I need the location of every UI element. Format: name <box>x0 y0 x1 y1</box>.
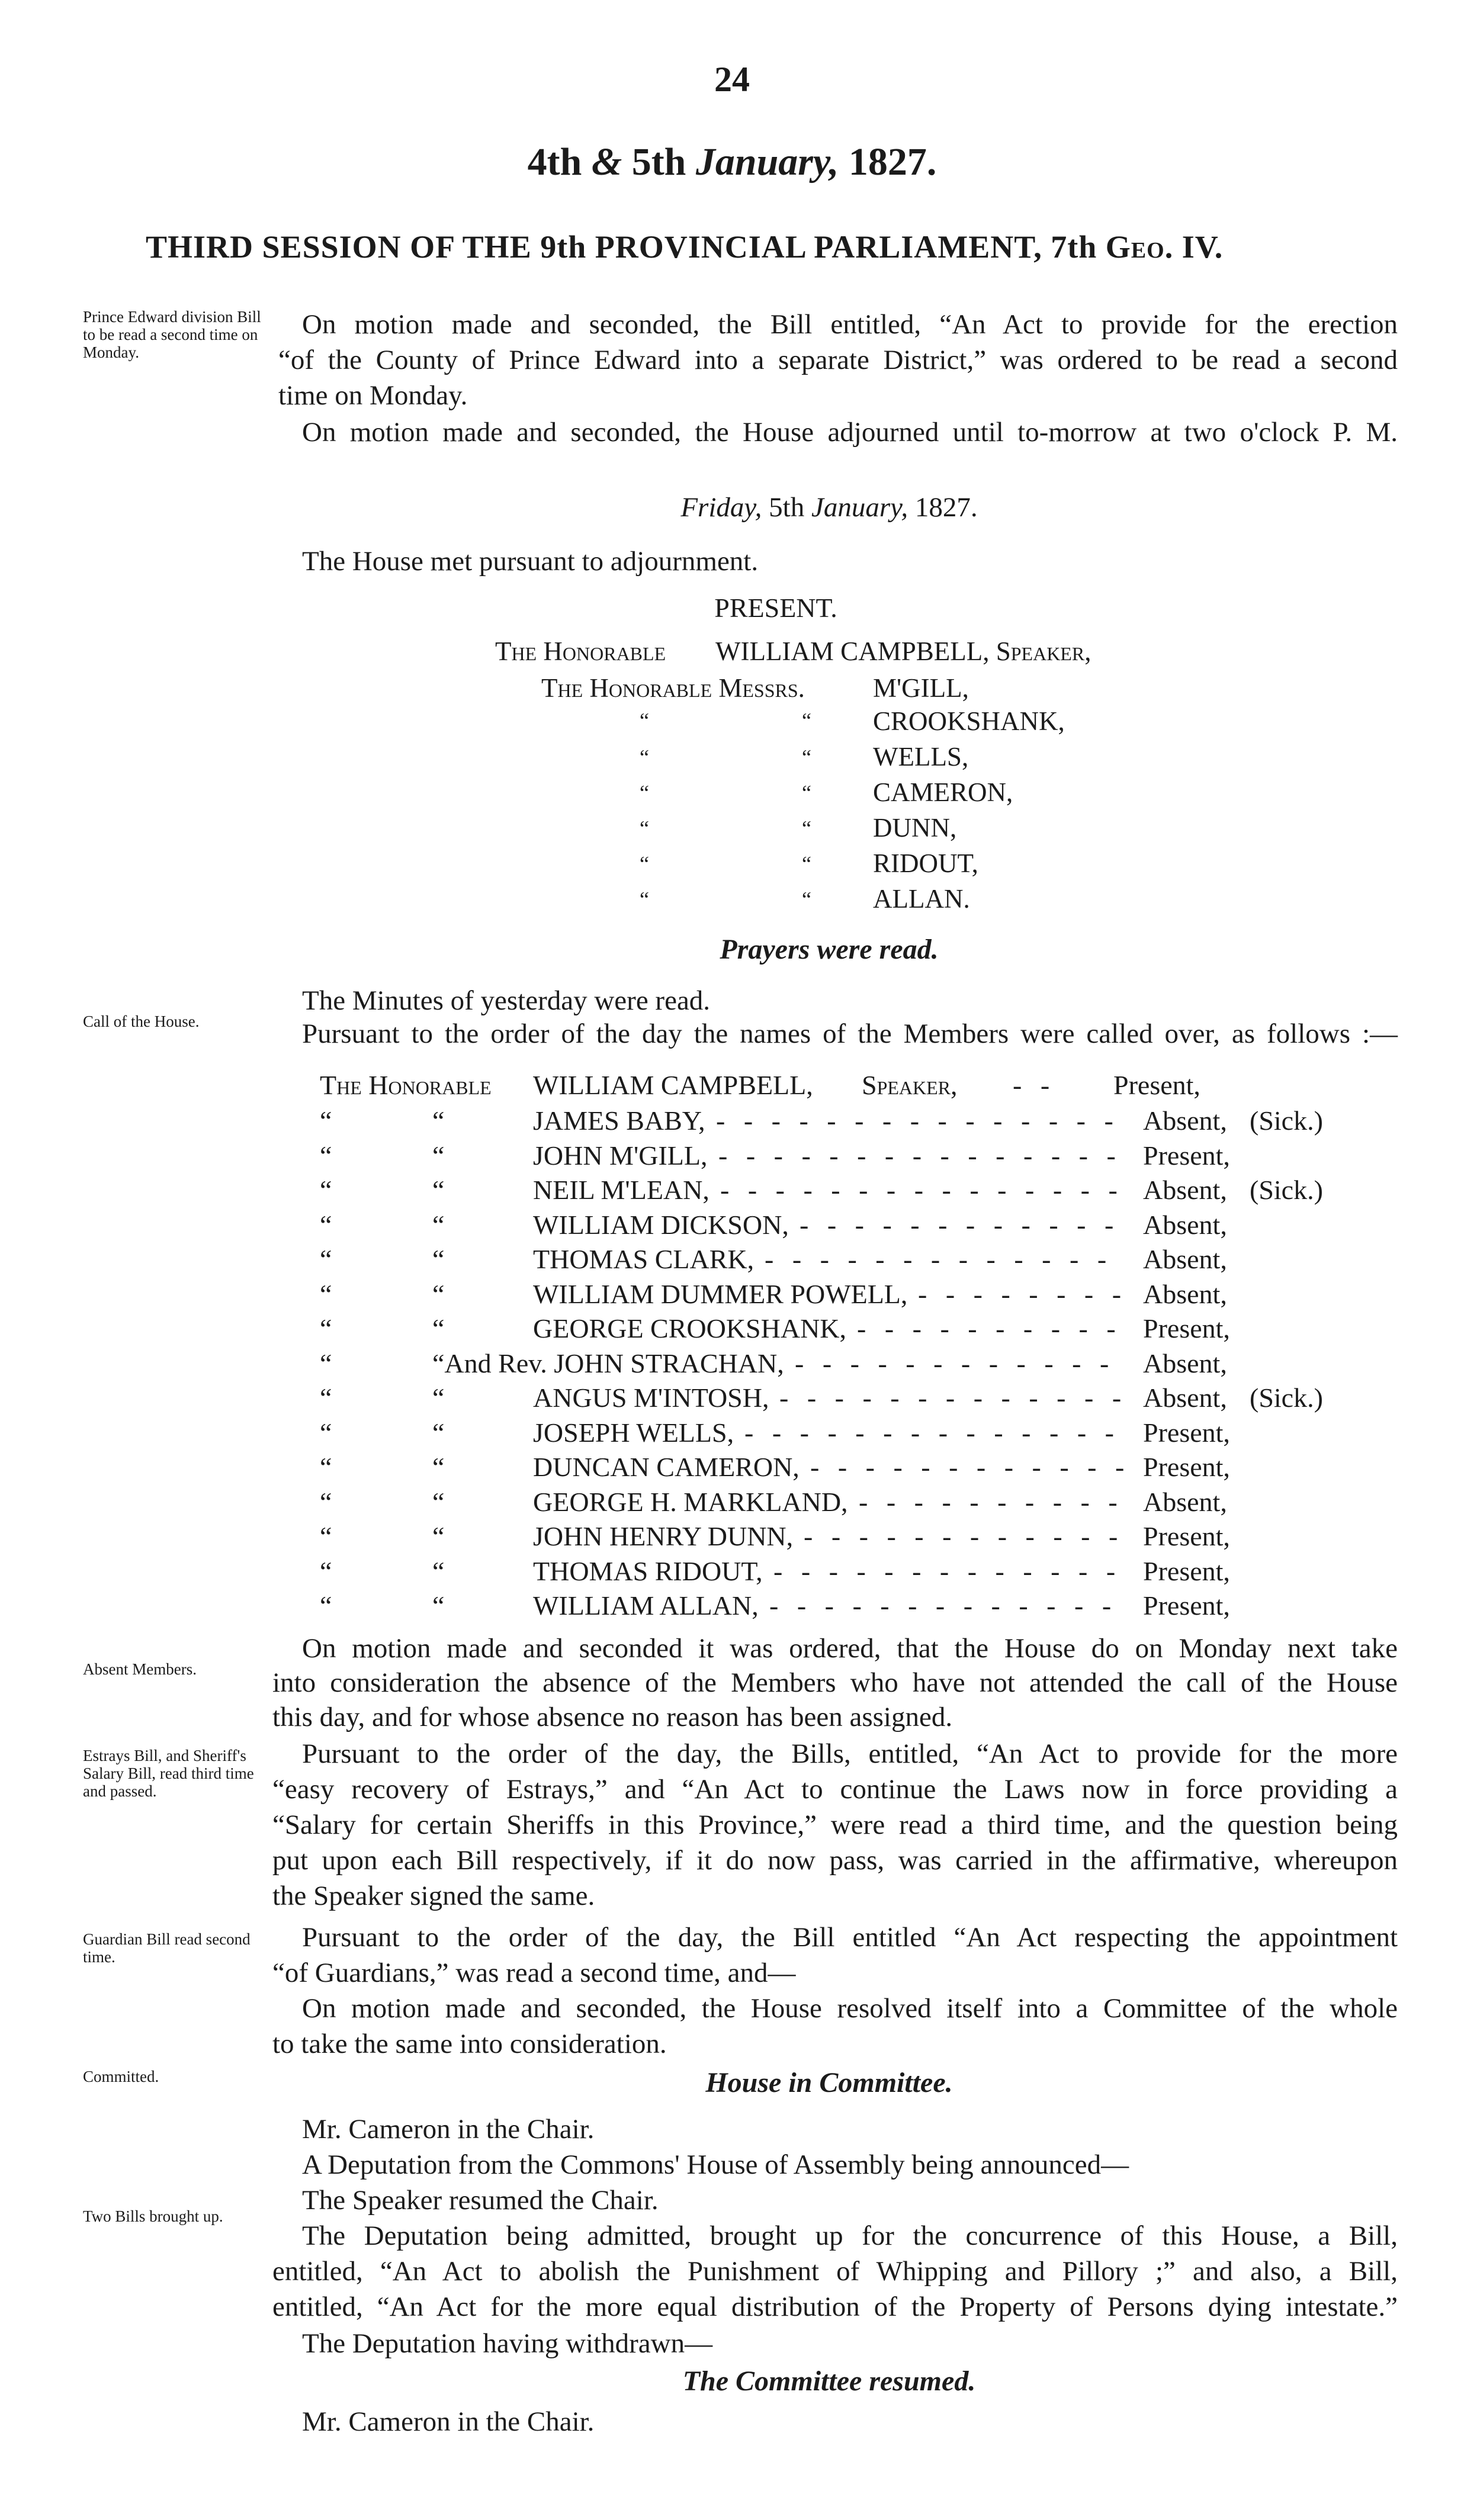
ditto-mark: “ <box>432 1175 445 1205</box>
attendance-note: (Sick.) <box>1250 1105 1323 1136</box>
ditto-mark: “ <box>802 852 811 876</box>
present-title: PRESENT. <box>714 593 837 623</box>
attendance-status: Present, <box>1143 1140 1230 1171</box>
ditto-mark: “ <box>432 1487 445 1517</box>
friday-day: Friday, <box>680 492 762 523</box>
date-ampersand: & <box>591 140 622 184</box>
leader-dots: - - - - - - - - - - <box>857 1313 1122 1343</box>
ditto-mark: “ <box>320 1140 332 1171</box>
member-name: “And Rev. JOHN STRACHAN, <box>432 1348 784 1378</box>
paragraph-line: Pursuant to the order of the day, the Bills, entitled, “An Act to provide for the more <box>302 1738 1398 1769</box>
leader-dots: - - - - - - - - <box>918 1279 1128 1309</box>
ditto-mark: “ <box>320 1244 332 1274</box>
roll-call-row <box>320 1278 1421 1314</box>
leader-dots: - - - - - - - - - - - - <box>795 1348 1115 1378</box>
present-member: M'GILL, <box>873 673 969 703</box>
session-title: THIRD SESSION OF THE 9th PROVINCIAL PARLIAMENT, 7th <box>146 229 1097 265</box>
leader-dots: - - - - - - - - - - - - <box>800 1210 1120 1240</box>
margin-note-absent-members: Absent Members. <box>83 1660 197 1678</box>
roll-speaker-row <box>320 1069 1421 1105</box>
paragraph-line: “easy recovery of Estrays,” and “An Act to continue the Laws now in force providing a <box>272 1774 1398 1805</box>
ditto-mark: “ <box>802 817 811 840</box>
attendance-status: Absent, <box>1143 1175 1227 1205</box>
present-speaker-name <box>715 636 1091 667</box>
paragraph-line: On motion made and seconded, the Bill entitled, “An Act to provide for the erection <box>302 309 1398 340</box>
margin-note-estrays: Estrays Bill, and Sheriff's Salary Bill, read third time and passed. <box>83 1747 254 1800</box>
roll-call-row <box>320 1590 1421 1625</box>
roll-call-row <box>320 1555 1421 1591</box>
roll-call-row <box>320 1140 1421 1175</box>
margin-note-prince-edward: Prince Edward division Bill to be read a second time on Monday. <box>83 308 261 361</box>
present-speaker-name-text: WILLIAM CAMPBELL, <box>715 637 990 666</box>
ditto-mark: “ <box>802 745 811 769</box>
leader-dots: - - - - - - - - - - - - <box>804 1521 1124 1551</box>
leader-dots: - - - - - - - - - - - - <box>810 1452 1131 1482</box>
ditto-mark: “ <box>320 1418 332 1448</box>
paragraph-line: Pursuant to the order of the day, the Bill entitled “An Act respecting the appointment <box>302 1922 1398 1953</box>
paragraph-line: the Speaker signed the same. <box>272 1881 595 1911</box>
paragraph-line: On motion made and seconded it was ordered, that the House do on Monday next take <box>302 1633 1398 1664</box>
roll-speaker-prefix: The Honorable <box>320 1070 492 1100</box>
paragraph-line: The Deputation being admitted, brought up for the concurrence of this House, a Bill, <box>302 2220 1398 2251</box>
roll-call-row <box>320 1243 1421 1279</box>
roll-speaker-status: Present, <box>1113 1070 1200 1100</box>
attendance-status: Absent, <box>1143 1487 1227 1517</box>
leader-dots: - - - - - - - - - - - - - <box>769 1590 1118 1621</box>
member-name: GEORGE H. MARKLAND, <box>533 1487 848 1517</box>
attendance-status: Absent, <box>1143 1383 1227 1413</box>
paragraph-line: “of Guardians,” was read a second time, and— <box>272 1957 796 1988</box>
friday-year: 1827. <box>914 492 978 523</box>
paragraph-line: entitled, “An Act to abolish the Punishment of Whipping and Pillory ;” and also, a Bill, <box>272 2256 1398 2287</box>
present-messrs-prefix: The Honorable Messrs. <box>541 673 805 703</box>
page-number: 24 <box>714 60 750 99</box>
ditto-mark: “ <box>320 1452 332 1482</box>
ditto-mark: “ <box>640 817 649 840</box>
ditto-mark: “ <box>320 1175 332 1205</box>
roll-call-row <box>320 1348 1421 1383</box>
session-heading <box>146 229 1223 265</box>
ditto-mark: “ <box>320 1279 332 1309</box>
paragraph-line: to take the same into consideration. <box>272 2029 667 2059</box>
leader-dots: - - - - - - - - - - - - - <box>779 1383 1128 1413</box>
chair-line: Mr. Cameron in the Chair. <box>302 2114 595 2145</box>
present-member: CAMERON, <box>873 777 1013 807</box>
attendance-status: Present, <box>1143 1590 1230 1621</box>
leader-dots: - - - - - - - - - - - - - - <box>744 1418 1120 1448</box>
ditto-mark: “ <box>640 781 649 805</box>
present-member: WELLS, <box>873 742 969 772</box>
ditto-mark: “ <box>432 1383 445 1413</box>
roll-call-row <box>320 1174 1421 1210</box>
committee-resumed-heading: The Committee resumed. <box>682 2365 976 2397</box>
present-speaker-title: Speaker, <box>996 637 1091 666</box>
deputation-line: A Deputation from the Commons' House of Assembly being announced— <box>302 2149 1129 2180</box>
leader-dots: - - <box>1013 1070 1056 1100</box>
paragraph-line: into consideration the absence of the Members who have not attended the call of the House <box>272 1667 1398 1698</box>
paragraph-line: On motion made and seconded, the House adjourned until to-morrow at two o'clock P. M. <box>302 417 1398 448</box>
pursuant-line: Pursuant to the order of the day the names of the Members were called over, as follows :— <box>302 1018 1398 1049</box>
ditto-mark: “ <box>432 1105 445 1136</box>
withdrawn-line: The Deputation having withdrawn— <box>302 2328 713 2359</box>
ditto-mark: “ <box>320 1556 332 1586</box>
present-speaker-prefix: The Honorable <box>495 637 666 666</box>
roll-speaker-name: WILLIAM CAMPBELL, <box>533 1070 813 1100</box>
attendance-status: Present, <box>1143 1556 1230 1586</box>
ditto-mark: “ <box>432 1279 445 1309</box>
paragraph-line: time on Monday. <box>278 380 468 411</box>
present-member: CROOKSHANK, <box>873 706 1065 736</box>
date-day-second: 5th <box>631 140 686 184</box>
ditto-mark: “ <box>640 709 649 732</box>
roll-call-row <box>320 1209 1421 1245</box>
ditto-mark: “ <box>320 1105 332 1136</box>
attendance-status: Absent, <box>1143 1244 1227 1274</box>
leader-dots: - - - - - - - - - - - - - - - <box>716 1105 1119 1136</box>
prayers-heading: Prayers were read. <box>720 934 939 965</box>
margin-note-call-of-house: Call of the House. <box>83 1012 200 1030</box>
roll-call-row <box>320 1417 1421 1452</box>
attendance-status: Absent, <box>1143 1105 1227 1136</box>
ditto-mark: “ <box>640 745 649 769</box>
member-name: THOMAS CLARK, <box>533 1244 755 1274</box>
margin-note-two-bills: Two Bills brought up. <box>83 2207 223 2225</box>
ditto-mark: “ <box>320 1348 332 1378</box>
attendance-note: (Sick.) <box>1250 1383 1323 1413</box>
session-reign: Geo. IV. <box>1105 229 1224 265</box>
present-member: ALLAN. <box>873 884 970 914</box>
ditto-mark: “ <box>320 1313 332 1343</box>
attendance-note: (Sick.) <box>1250 1175 1323 1205</box>
paragraph-line: “of the County of Prince Edward into a separate District,” was ordered to be read a second <box>278 345 1398 375</box>
ditto-mark: “ <box>432 1521 445 1551</box>
leader-dots: - - - - - - - - - - - - - - - <box>718 1140 1122 1171</box>
ditto-mark: “ <box>640 888 649 911</box>
roll-call-row <box>320 1105 1421 1140</box>
ditto-mark: “ <box>432 1452 445 1482</box>
paragraph-line: entitled, “An Act for the more equal distribution of the Property of Persons dying intestate.” <box>272 2291 1398 2322</box>
member-name: DUNCAN CAMERON, <box>533 1452 800 1482</box>
member-name: WILLIAM DUMMER POWELL, <box>533 1279 908 1309</box>
attendance-status: Present, <box>1143 1452 1230 1482</box>
friday-month: January, <box>811 492 908 523</box>
present-member: DUNN, <box>873 813 957 843</box>
leader-dots: - - - - - - - - - - <box>859 1487 1123 1517</box>
ditto-mark: “ <box>320 1521 332 1551</box>
attendance-status: Absent, <box>1143 1210 1227 1240</box>
attendance-status: Absent, <box>1143 1348 1227 1378</box>
date-month: January, <box>695 140 839 184</box>
attendance-status: Present, <box>1143 1313 1230 1343</box>
leader-dots: - - - - - - - - - - - - - <box>773 1556 1122 1586</box>
speaker-resumed-line: The Speaker resumed the Chair. <box>302 2185 659 2216</box>
paragraph-line: “Salary for certain Sheriffs in this Province,” were read a third time, and the question being <box>272 1809 1398 1840</box>
ditto-mark: “ <box>320 1383 332 1413</box>
roll-call-row <box>320 1313 1421 1348</box>
ditto-mark: “ <box>432 1418 445 1448</box>
roll-call-row <box>320 1521 1421 1556</box>
member-name: JOHN M'GILL, <box>533 1140 708 1171</box>
member-name: ANGUS M'INTOSH, <box>533 1383 769 1413</box>
ditto-mark: “ <box>432 1313 445 1343</box>
member-name: WILLIAM ALLAN, <box>533 1590 759 1621</box>
ditto-mark: “ <box>640 852 649 876</box>
attendance-status: Present, <box>1143 1521 1230 1551</box>
member-name: GEORGE CROOKSHANK, <box>533 1313 847 1343</box>
member-name: JOSEPH WELLS, <box>533 1418 734 1448</box>
ditto-mark: “ <box>320 1210 332 1240</box>
roll-call-row <box>320 1451 1421 1487</box>
minutes-line: The Minutes of yesterday were read. <box>302 985 711 1016</box>
member-name: JOHN HENRY DUNN, <box>533 1521 794 1551</box>
roll-speaker-title: Speaker, <box>862 1070 958 1100</box>
house-in-committee-heading: House in Committee. <box>705 2067 953 2098</box>
margin-note-committed: Committed. <box>83 2068 159 2085</box>
leader-dots: - - - - - - - - - - - - - <box>765 1244 1113 1274</box>
chair-line-final: Mr. Cameron in the Chair. <box>302 2406 595 2437</box>
roll-call-row <box>320 1382 1421 1418</box>
ditto-mark: “ <box>802 709 811 732</box>
paragraph-line: On motion made and seconded, the House resolved itself into a Committee of the whole <box>302 1993 1398 2024</box>
date-heading <box>0 140 1464 185</box>
attendance-status: Present, <box>1143 1418 1230 1448</box>
member-name: NEIL M'LEAN, <box>533 1175 709 1205</box>
attendance-status: Absent, <box>1143 1279 1227 1309</box>
ditto-mark: “ <box>802 888 811 911</box>
ditto-mark: “ <box>432 1140 445 1171</box>
friday-heading <box>272 491 1386 523</box>
ditto-mark: “ <box>802 781 811 805</box>
member-name: WILLIAM DICKSON, <box>533 1210 789 1240</box>
member-name: JAMES BABY, <box>533 1105 705 1136</box>
leader-dots: - - - - - - - - - - - - - - - <box>720 1175 1123 1205</box>
present-member: RIDOUT, <box>873 848 978 878</box>
ditto-mark: “ <box>320 1590 332 1621</box>
paragraph-line: put upon each Bill respectively, if it do now pass, was carried in the affirmative, whereupon <box>272 1845 1398 1876</box>
house-met-line: The House met pursuant to adjournment. <box>302 546 759 577</box>
ditto-mark: “ <box>320 1487 332 1517</box>
paragraph-line: this day, and for whose absence no reason has been assigned. <box>272 1702 953 1732</box>
ditto-mark: “ <box>432 1556 445 1586</box>
ditto-mark: “ <box>432 1244 445 1274</box>
ditto-mark: “ <box>432 1210 445 1240</box>
ditto-mark: “ <box>432 1590 445 1621</box>
roll-call-row <box>320 1486 1421 1522</box>
margin-note-guardian: Guardian Bill read second time. <box>83 1930 251 1966</box>
date-year: 1827. <box>848 140 937 184</box>
date-day-first: 4th <box>527 140 582 184</box>
friday-date: 5th <box>769 492 805 523</box>
member-name: THOMAS RIDOUT, <box>533 1556 763 1586</box>
